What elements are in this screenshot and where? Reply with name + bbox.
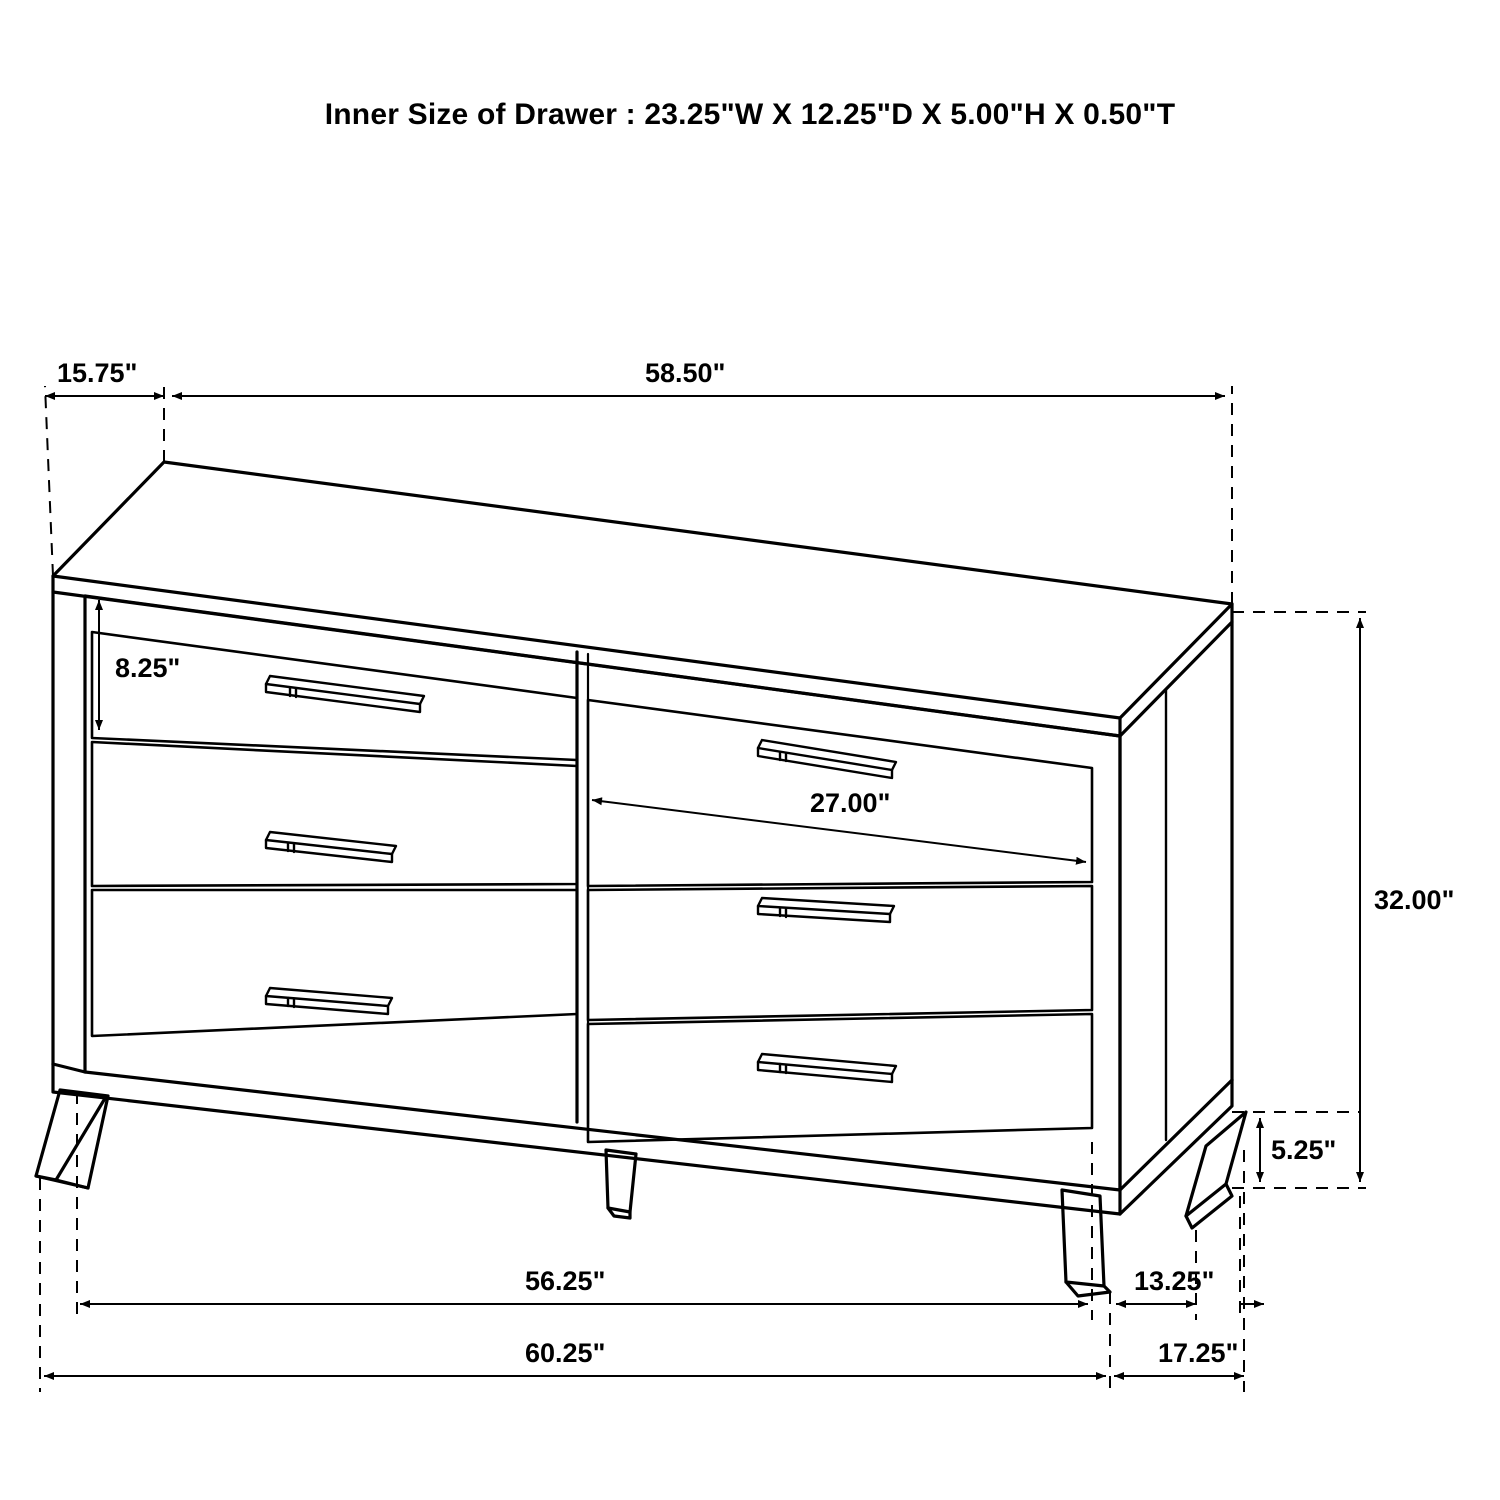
dimension-label-case-width: 56.25"	[525, 1266, 606, 1296]
case-front-frame	[53, 596, 1232, 1214]
drawer-pull-left-bottom	[266, 988, 392, 1014]
case-left-side	[53, 592, 85, 1072]
dimension-label-leg-span-depth: 13.25"	[1134, 1266, 1215, 1296]
dimension-label-overall-height: 32.00"	[1374, 885, 1455, 915]
drawer-center-divider	[577, 652, 588, 1124]
drawer-pull-right-middle	[758, 898, 894, 922]
drawer-pull-right-bottom	[758, 1054, 896, 1082]
leg-front-left	[36, 1090, 108, 1188]
drawer-pull-left-middle	[266, 832, 396, 862]
dresser-top-panel	[53, 462, 1232, 736]
dimension-label-width-top: 58.50"	[645, 358, 726, 388]
dimension-label-drawer-width: 27.00"	[810, 788, 891, 818]
leg-rear-right	[1062, 1190, 1110, 1296]
dimension-label-drawer-height: 8.25"	[115, 653, 181, 683]
dresser-body	[36, 462, 1246, 1296]
dimension-label-depth-top: 15.75"	[57, 358, 138, 388]
drawer-left-bottom	[92, 890, 577, 1036]
leg-rear-center	[606, 1150, 636, 1218]
drawer-left-middle	[92, 742, 577, 886]
case-right-side	[1120, 622, 1232, 1190]
drawer-right-middle	[588, 886, 1092, 1020]
drawer-pull-right-top	[758, 740, 896, 778]
dimension-label-overall-depth: 17.25"	[1158, 1338, 1239, 1368]
dimension-label-overall-width: 60.25"	[525, 1338, 606, 1368]
drawer-pull-left-top	[266, 676, 424, 712]
page-title: Inner Size of Drawer : 23.25"W X 12.25"D X 5.00"H X 0.50"T	[324, 98, 1176, 131]
leg-front-right	[1186, 1112, 1246, 1228]
dimension-label-leg-height: 5.25"	[1271, 1135, 1337, 1165]
